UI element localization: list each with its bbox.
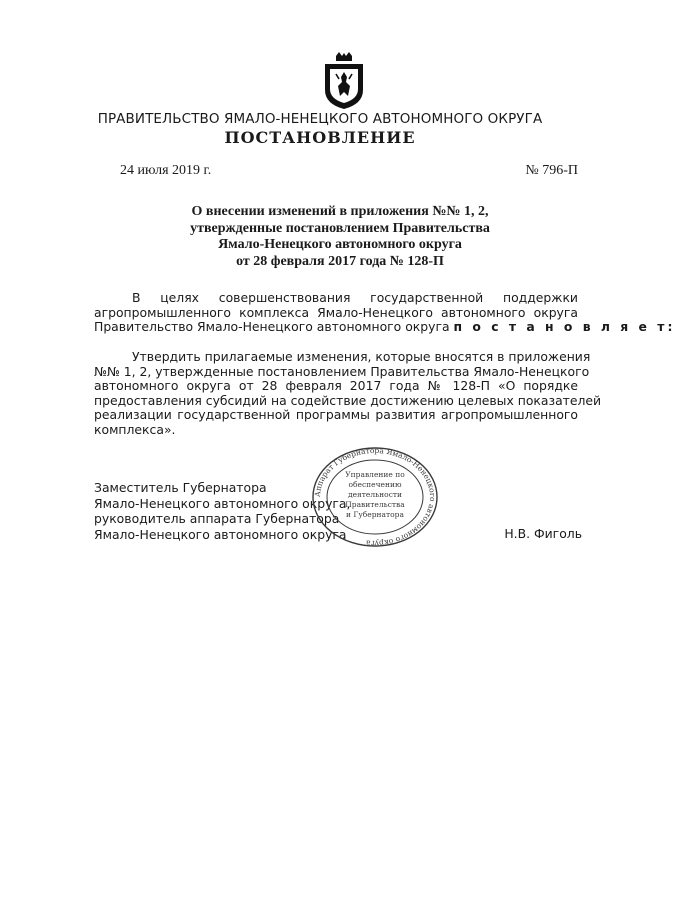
stamp-center-line: обеспечению: [348, 480, 402, 489]
official-stamp: [310, 446, 440, 548]
title-line: Ямало-Ненецкого автономного округа: [218, 237, 462, 252]
paragraph-line: №№ 1, 2, утвержденные постановлением Правительства Ямало-Ненецкого: [94, 363, 590, 379]
paragraph-line: Утвердить прилагаемые изменения, которые вносятся в приложения: [132, 349, 591, 364]
title-line: от 28 февраля 2017 года № 128-П: [236, 253, 444, 269]
document-number: № 796-П: [525, 163, 578, 178]
coat-of-arms-icon: [322, 52, 366, 110]
paragraph-line: [94, 319, 675, 335]
signatory-line: руководитель аппарата Губернатора: [94, 511, 340, 526]
document-date: 24 июля 2019 г.: [120, 163, 212, 178]
paragraph-line: реализации государственной программы развития агропромышленного: [94, 407, 578, 423]
resolves-word: п о с т а н о в л я е т:: [453, 319, 675, 335]
signatory-line: Заместитель Губернатора: [94, 480, 267, 495]
stamp-center-line: и Губернатора: [346, 510, 404, 519]
stamp-center-line: Управление по: [345, 470, 405, 479]
government-name: ПРАВИТЕЛЬСТВО ЯМАЛО-НЕНЕЦКОГО АВТОНОМНОГО ОКРУГА: [97, 111, 543, 127]
stamp-ring-text: Аппарат Губернатора Ямало-Ненецкого автономного округа: [312, 446, 438, 548]
paragraph-line: автономного округа от 28 февраля 2017 года № 128-П «О порядке: [94, 378, 578, 394]
paragraph-text: Правительство Ямало-Ненецкого автономного округа: [94, 319, 450, 335]
paragraph-line: В целях совершенствования государственной поддержки: [132, 290, 578, 305]
document-type: ПОСТАНОВЛЕНИЕ: [224, 128, 416, 147]
signatory-line: Ямало-Ненецкого автономного округа,: [94, 495, 351, 511]
paragraph-line: предоставления субсидий на содействие достижению целевых показателей: [94, 392, 602, 408]
preamble-paragraph: [94, 290, 675, 335]
signatory-name: Н.В. Фиголь: [504, 526, 582, 541]
document-title: [100, 204, 580, 270]
stamp-center-line: деятельности: [347, 490, 403, 499]
resolution-paragraph: [94, 349, 602, 438]
paragraph-line: агропромышленного комплекса Ямало-Ненецкого автономного округа: [94, 304, 578, 320]
paragraph-line: комплекса».: [94, 421, 176, 437]
title-line: О внесении изменений в приложения №№ 1, 2,: [191, 204, 489, 219]
title-line: утвержденные постановлением Правительства: [190, 220, 490, 236]
signatory-line: Ямало-Ненецкого автономного округа: [94, 526, 347, 542]
stamp-center-line: Правительства: [345, 500, 405, 509]
